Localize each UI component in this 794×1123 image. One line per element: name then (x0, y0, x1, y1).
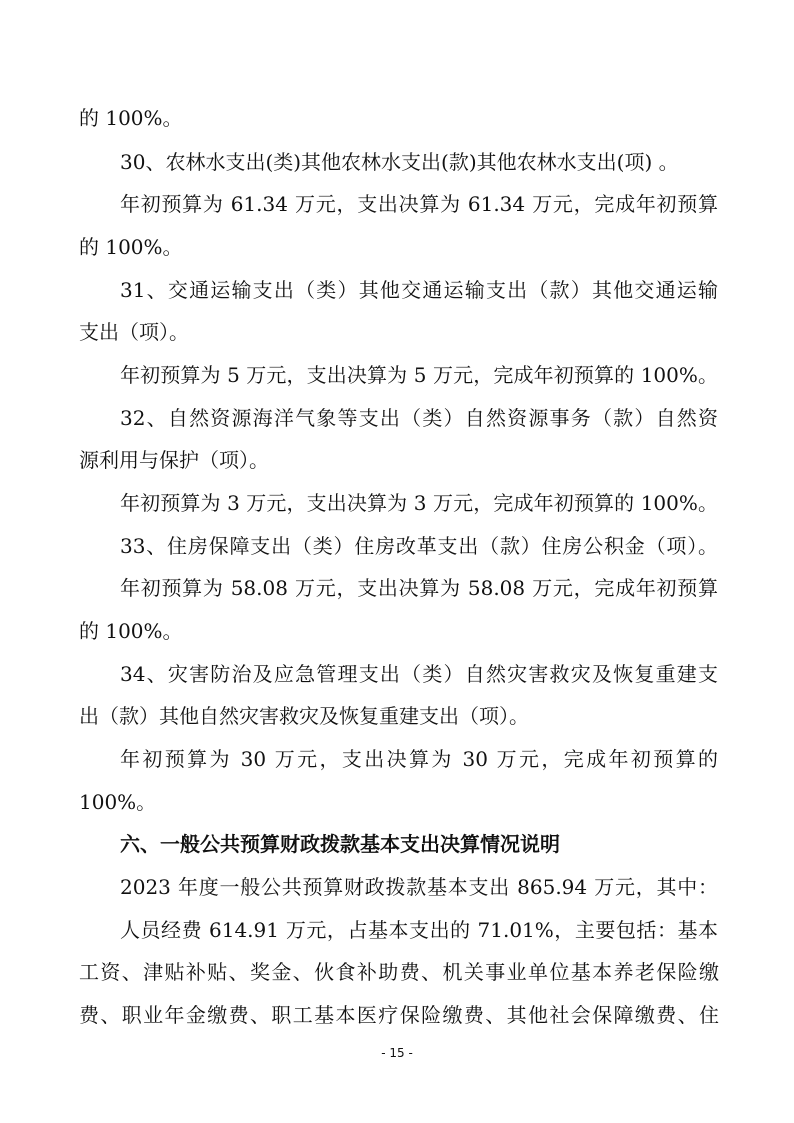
text-line: 32、自然资源海洋气象等支出（类）自然资源事务（款）自然资 (120, 406, 718, 430)
text-line: 30、农林水支出(类)其他农林水支出(款)其他农林水支出(项) 。 (120, 150, 679, 174)
text-line: 的 100%。 (79, 235, 183, 259)
text-line: 费、职业年金缴费、职工基本医疗保险缴费、其他社会保障缴费、住 (79, 1003, 719, 1027)
text-line: 100%。 (79, 790, 157, 814)
text-line: 2023 年度一般公共预算财政拨款基本支出 865.94 万元，其中： (120, 875, 718, 899)
text-line: 人员经费 614.91 万元，占基本支出的 71.01%，主要包括：基本 (120, 918, 718, 942)
text-line: 33、住房保障支出（类）住房改革支出（款）住房公积金（项）。 (120, 534, 718, 558)
text-line: 源利用与保护（项）。 (79, 448, 269, 472)
text-line: 出（款）其他自然灾害救灾及恢复重建支出（项）。 (79, 704, 529, 728)
section-heading: 六、一般公共预算财政拨款基本支出决算情况说明 (120, 832, 560, 856)
page-number: - 15 - (381, 1046, 413, 1060)
text-line: 年初预算为 58.08 万元，支出决算为 58.08 万元，完成年初预算 (120, 576, 718, 600)
text-line: 工资、津贴补贴、奖金、伙食补助费、机关事业单位基本养老保险缴 (79, 960, 719, 984)
text-line: 年初预算为 30 万元，支出决算为 30 万元，完成年初预算的 (120, 747, 718, 771)
text-line: 31、交通运输支出（类）其他交通运输支出（款）其他交通运输 (120, 278, 718, 302)
text-line: 的 100%。 (79, 106, 183, 130)
text-line: 34、灾害防治及应急管理支出（类）自然灾害救灾及恢复重建支 (120, 662, 718, 686)
text-line: 年初预算为 3 万元，支出决算为 3 万元，完成年初预算的 100%。 (120, 491, 718, 515)
text-line: 的 100%。 (79, 619, 183, 643)
text-line: 年初预算为 5 万元，支出决算为 5 万元，完成年初预算的 100%。 (120, 363, 718, 387)
text-line: 支出（项）。 (79, 320, 189, 344)
text-line: 年初预算为 61.34 万元，支出决算为 61.34 万元，完成年初预算 (120, 192, 718, 216)
